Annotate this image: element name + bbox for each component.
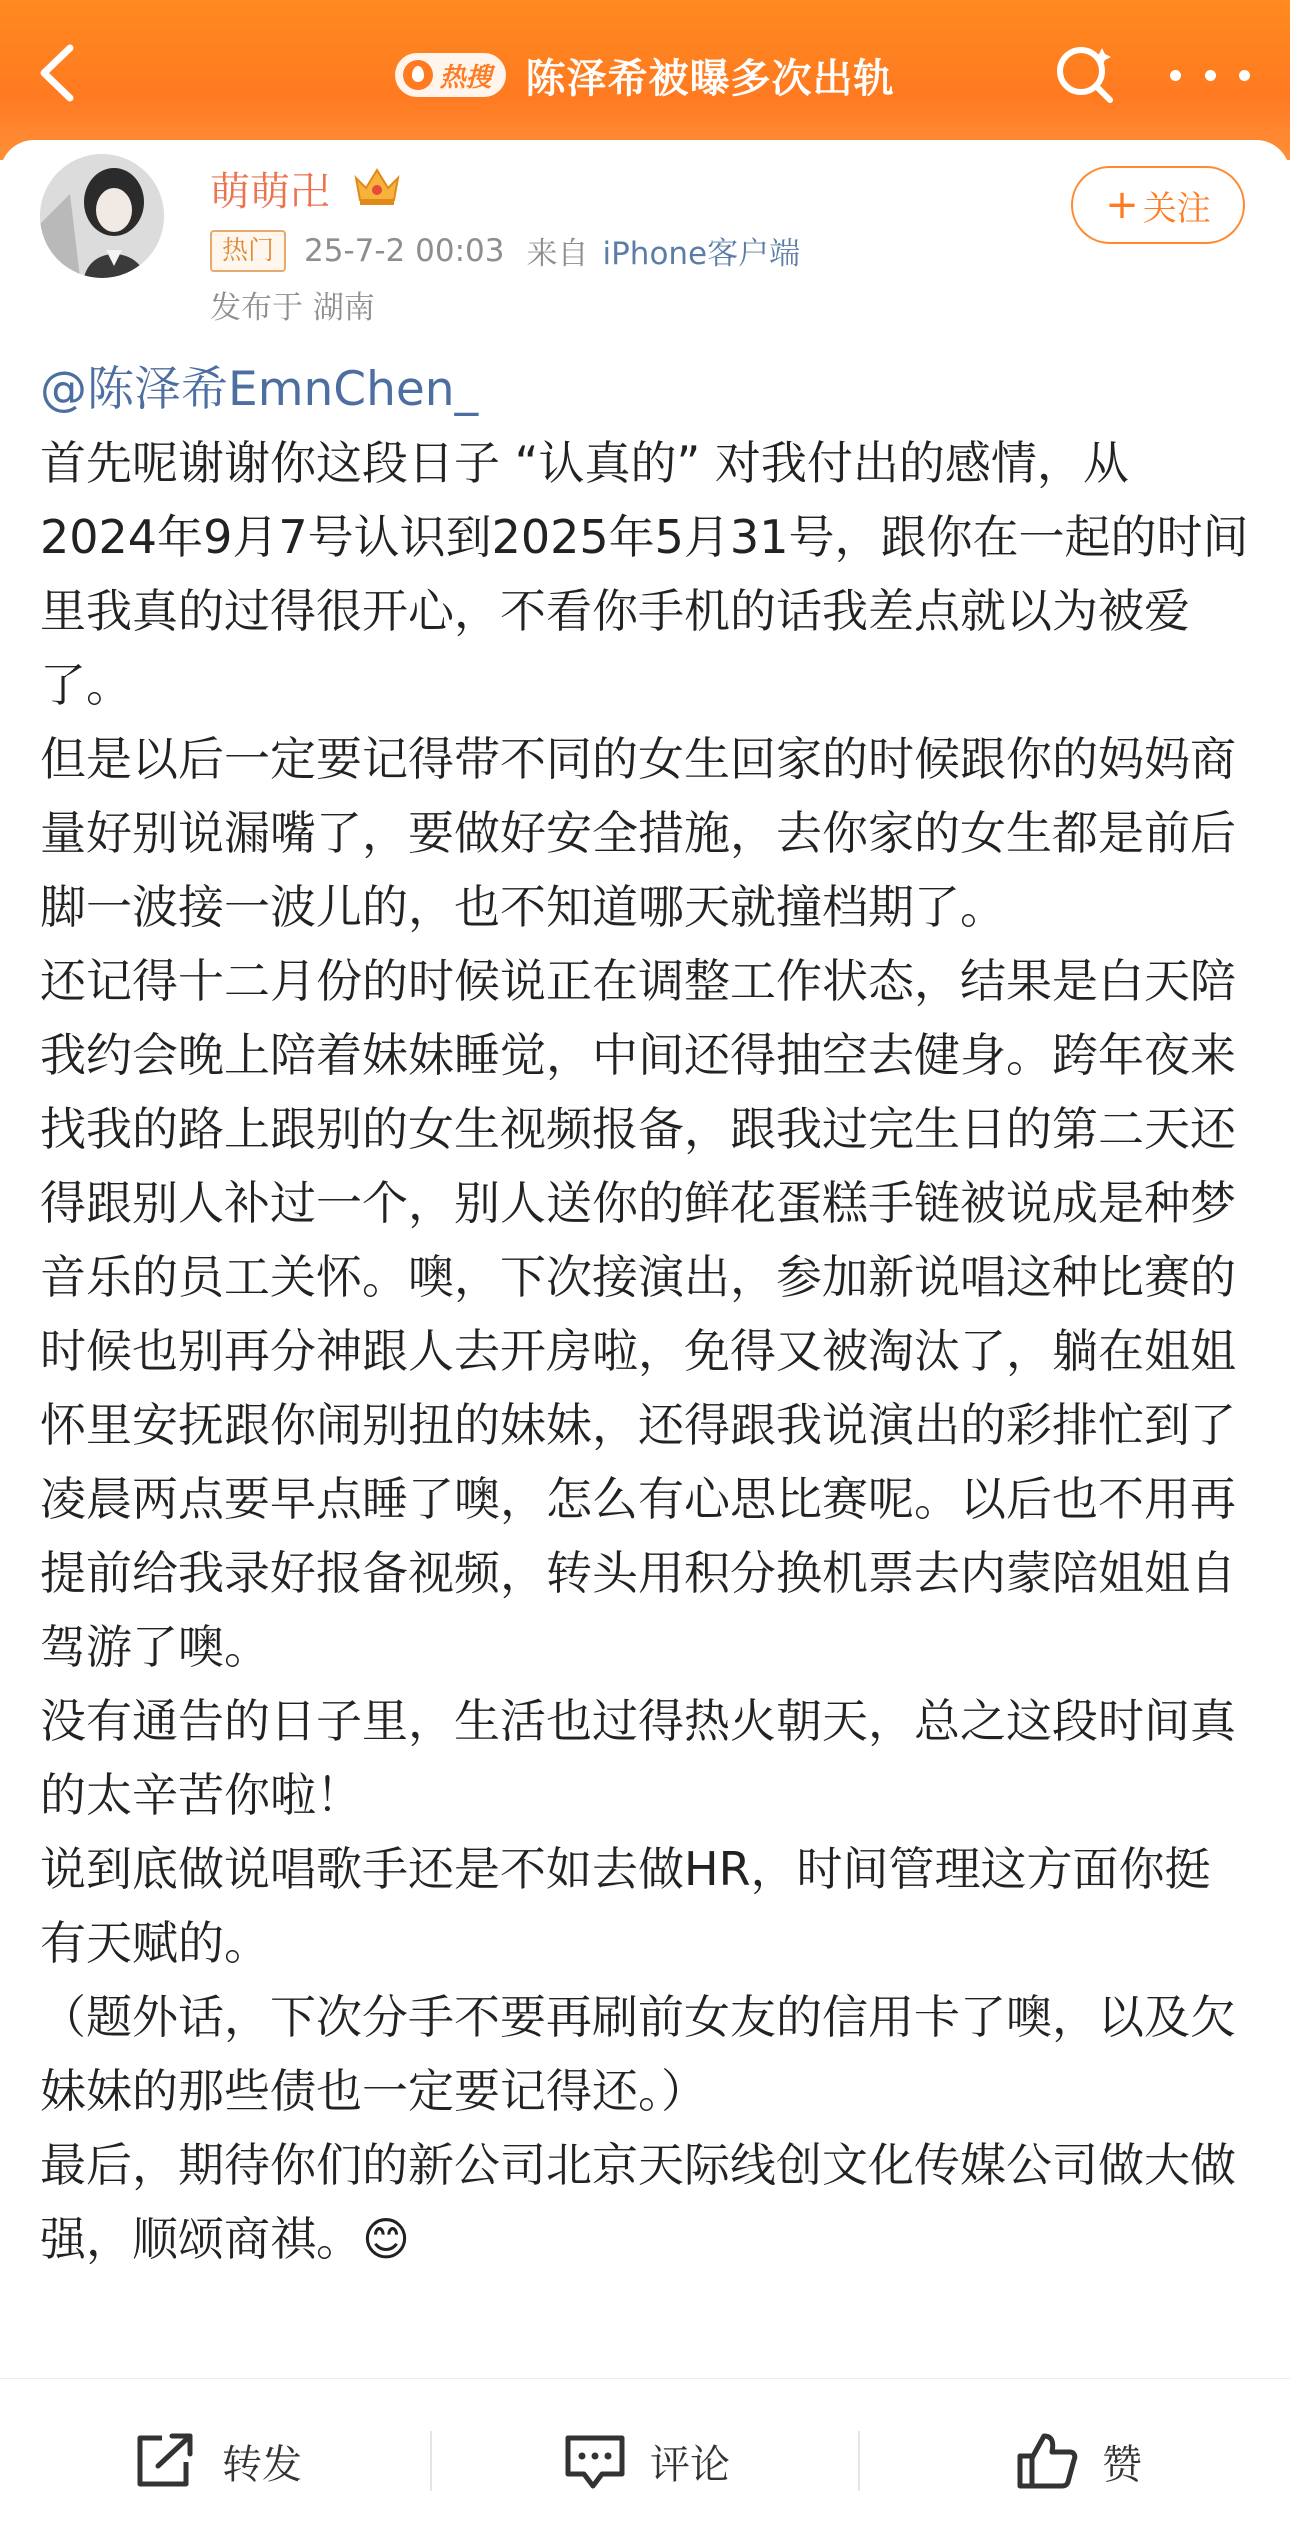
hot-search-badge[interactable] bbox=[395, 53, 505, 97]
more-icon bbox=[1170, 70, 1181, 81]
top-nav-bar bbox=[0, 0, 1290, 160]
repost-label: 转发 bbox=[222, 2441, 302, 2488]
plus-icon: + bbox=[1105, 182, 1139, 228]
search-icon bbox=[1050, 40, 1120, 110]
mention-link[interactable]: @陈泽希EmnChen_ bbox=[40, 362, 479, 417]
page-title: 陈泽希被曝多次出轨 bbox=[525, 55, 895, 102]
post-paragraph: 还记得十二月份的时候说正在调整工作状态，结果是白天陪我约会晚上陪着妹妹睡觉，中间还得抽空去健身。跨年夜来找我的路上跟别的女生视频报备，跟我过完生日的第二天还得跟别人补过一个，别人送你的鲜花蛋糕手链被说成是种梦音乐的员工关怀。噢，下次接演出，参加新说唱这种比赛的时候也别再分神跟人去开房啦，免得又被淘汰了，躺在姐姐怀里安抚跟你闹别扭的妹妹，还得跟我说演出的彩排忙到了凌晨两点要早点睡了噢，怎么有心思比赛呢。以后也不用再提前给我录好报备视频，转头用积分换机票去内蒙陪姐姐自驾游了噢。 bbox=[40, 954, 1236, 1674]
search-button[interactable] bbox=[1050, 40, 1120, 110]
post-paragraph: 但是以后一定要记得带不同的女生回家的时候跟你的妈妈商量好别说漏嘴了，要做好安全措施，去你家的女生都是前后脚一波接一波儿的，也不知道哪天就撞档期了。 bbox=[40, 732, 1236, 934]
repost-icon bbox=[132, 2430, 200, 2492]
hot-tag: 热门 bbox=[210, 230, 286, 272]
like-icon bbox=[1014, 2428, 1080, 2494]
avatar-image bbox=[40, 154, 164, 278]
post-location: 发布于 湖南 bbox=[210, 290, 375, 326]
like-label: 赞 bbox=[1102, 2441, 1142, 2488]
more-button[interactable] bbox=[1170, 60, 1250, 90]
post-paragraph: 最后，期待你们的新公司北京天际线创文化传媒公司做大做强，顺颂商祺。😊 bbox=[40, 2138, 1236, 2266]
post-body bbox=[40, 354, 1255, 2276]
post-meta bbox=[210, 228, 800, 273]
post-paragraph: （题外话，下次分手不要再刷前女友的信用卡了噢，以及欠妹妹的那些债也一定要记得还。） bbox=[40, 1990, 1236, 2118]
comment-icon bbox=[562, 2430, 628, 2492]
source-prefix: 来自 bbox=[526, 236, 589, 272]
post-paragraph: 说到底做说唱歌手还是不如去做HR，时间管理这方面你挺有天赋的。 bbox=[40, 1842, 1211, 1970]
hot-search-label: 热搜 bbox=[439, 62, 492, 93]
repost-button[interactable] bbox=[132, 2421, 302, 2501]
more-icon-dot bbox=[1205, 70, 1216, 81]
post-source[interactable]: iPhone客户端 bbox=[602, 236, 801, 272]
flame-icon bbox=[403, 60, 433, 90]
comment-button[interactable] bbox=[562, 2421, 730, 2501]
follow-label: 关注 bbox=[1142, 188, 1211, 229]
divider bbox=[858, 2431, 860, 2491]
more-icon-dot bbox=[1239, 70, 1250, 81]
post-paragraph: 首先呢谢谢你这段日子 “认真的” 对我付出的感情，从 2024年9月7号认识到2025年5月31号，跟你在一起的时间里我真的过得很开心，不看你手机的话我差点就以为被爱了。 bbox=[40, 436, 1249, 712]
post-paragraph: 没有通告的日子里，生活也过得热火朝天，总之这段时间真的太辛苦你啦！ bbox=[40, 1694, 1236, 1822]
post-time: 25-7-2 00:03 bbox=[304, 232, 505, 269]
post-card bbox=[0, 140, 1290, 2402]
comment-label: 评论 bbox=[650, 2441, 730, 2488]
crown-icon bbox=[350, 164, 404, 208]
like-button[interactable] bbox=[1014, 2421, 1142, 2501]
follow-button[interactable] bbox=[1071, 166, 1245, 244]
username[interactable]: 萌萌卍 bbox=[210, 169, 330, 215]
divider bbox=[430, 2431, 432, 2491]
bottom-action-bar bbox=[0, 2378, 1290, 2543]
avatar[interactable] bbox=[40, 154, 164, 278]
